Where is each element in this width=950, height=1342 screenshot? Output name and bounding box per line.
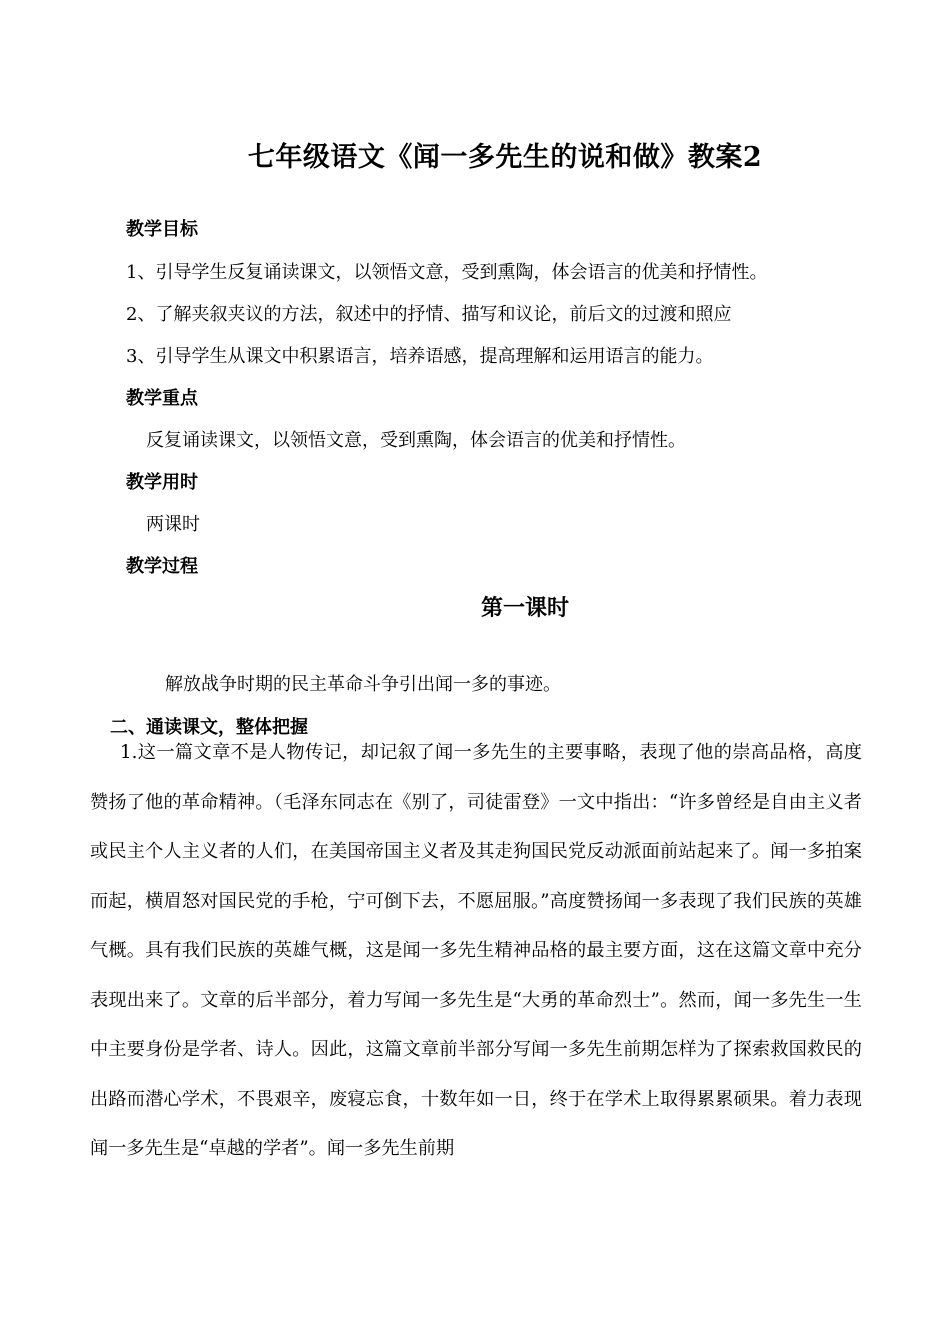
goal-item-1: 1、引导学生反复诵读课文，以领悟文意，受到熏陶，体会语言的优美和抒情性。 (126, 262, 768, 283)
time-heading: 教学用时 (126, 472, 198, 493)
intro-text: 解放战争时期的民主革命斗争引出闻一多的事迹。 (165, 674, 561, 695)
goal-item-2: 2、了解夹叙夹议的方法，叙述中的抒情、描写和议论，前后文的过渡和照应 (126, 304, 732, 325)
section-two-heading: 二、通读课文，整体把握 (110, 717, 308, 738)
focus-heading: 教学重点 (126, 388, 198, 409)
goal-item-3: 3、引导学生从课文中积累语言，培养语感，提高理解和运用语言的能力。 (126, 346, 714, 367)
focus-text: 反复诵读课文，以领悟文意，受到熏陶，体会语言的优美和抒情性。 (146, 430, 686, 451)
process-heading: 教学过程 (126, 556, 198, 577)
document-title: 七年级语文《闻一多先生的说和做》教案2 (247, 142, 763, 173)
lesson-title: 第一课时 (480, 595, 569, 621)
goals-heading: 教学目标 (126, 219, 198, 240)
time-text: 两课时 (146, 514, 200, 535)
body-paragraph: 1.这一篇文章不是人物传记，却记叙了闻一多先生的主要事略，表现了他的崇高品格，高度赞扬了他的革命精神。（毛泽东同志在《别了，司徒雷登》一文中指出：“许多曾经是自由主义者或民主个人主义者的人们，在美国帝国主义者及其走狗国民党反动派面前站起来了。闻一多拍案而起，横眉怒对国民党的手枪，宁可倒下去，不愿屈服。”高度赞扬闻一多表现了我们民族的英雄气概。具有我们民族的英雄气概，这是闻一多先生精神品格的最主要方面，这在这篇文章中充分表现出来了。文章的后半部分，着力写闻一多先生是“大勇的革命烈士”。然而，闻一多先生一生中主要身份是学者、诗人。因此，这篇文章前半部分写闻一多先生前期怎样为了探索救国救民的出路而潜心学术，不畏艰辛，废寝忘食，十数年如一日，终于在学术上取得累累硕果。着力表现闻一多先生是“卓越的学者”。闻一多先生前期 (90, 742, 862, 1159)
